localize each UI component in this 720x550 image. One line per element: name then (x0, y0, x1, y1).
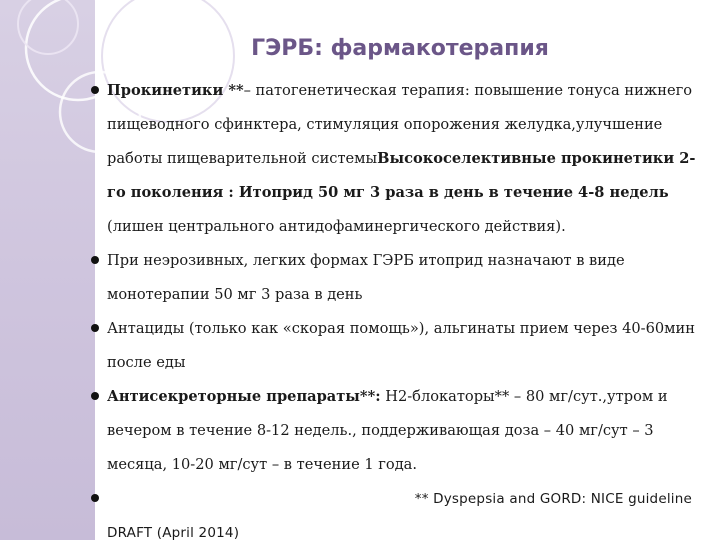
bullet-list (86, 74, 706, 550)
bullet-dot (91, 256, 99, 264)
antisecretory-text: Н2-блокаторы** – 80 мг/сут.,утром и вечером в течение 8-12 недель., поддерживающая доза – 40 мг/сут – 3 месяца, 10-20 мг/сут – в течение 1 года. (107, 388, 668, 473)
prokinetics-heading: Прокинетики ** (107, 82, 244, 99)
itopride-dosage: Высокоселективные прокинетики 2-го поколения : Итоприд 50 мг 3 раза в день в течение 4-8 недель (107, 150, 696, 201)
bullet-antacids (86, 312, 706, 380)
prokinetics-text: – патогенетическая терапия: повышение тонуса нижнего пищеводного сфинктера, стимуляция опорожения желудка,улучшение работы пищеварительной системы (107, 82, 693, 167)
bullet-nonerosive (86, 244, 706, 312)
bullet-antisecretory (86, 380, 706, 482)
bullet-prokinetics (86, 74, 706, 244)
slide-title: ГЭРБ: фармакотерапия (251, 36, 549, 61)
bullet-dot (91, 324, 99, 332)
source-citation: ** Dyspepsia and GORD: NICE guideline (414, 491, 692, 507)
antacids-text: Антациды (только как «скорая помощь»), альгинаты прием через 40-60мин после еды (107, 320, 695, 371)
bullet-dot (91, 392, 99, 400)
nonerosive-text: При неэрозивных, легких формах ГЭРБ итоприд назначают в виде монотерапии 50 мг 3 раза в день (107, 252, 625, 303)
bullet-dot (91, 494, 99, 502)
bullet-dot (91, 86, 99, 94)
antisecretory-heading: Антисекреторные препараты**: (107, 388, 381, 405)
itopride-note: (лишен центрального антидофаминергического действия). (107, 218, 566, 235)
source-date: DRAFT (April 2014) (107, 525, 240, 541)
